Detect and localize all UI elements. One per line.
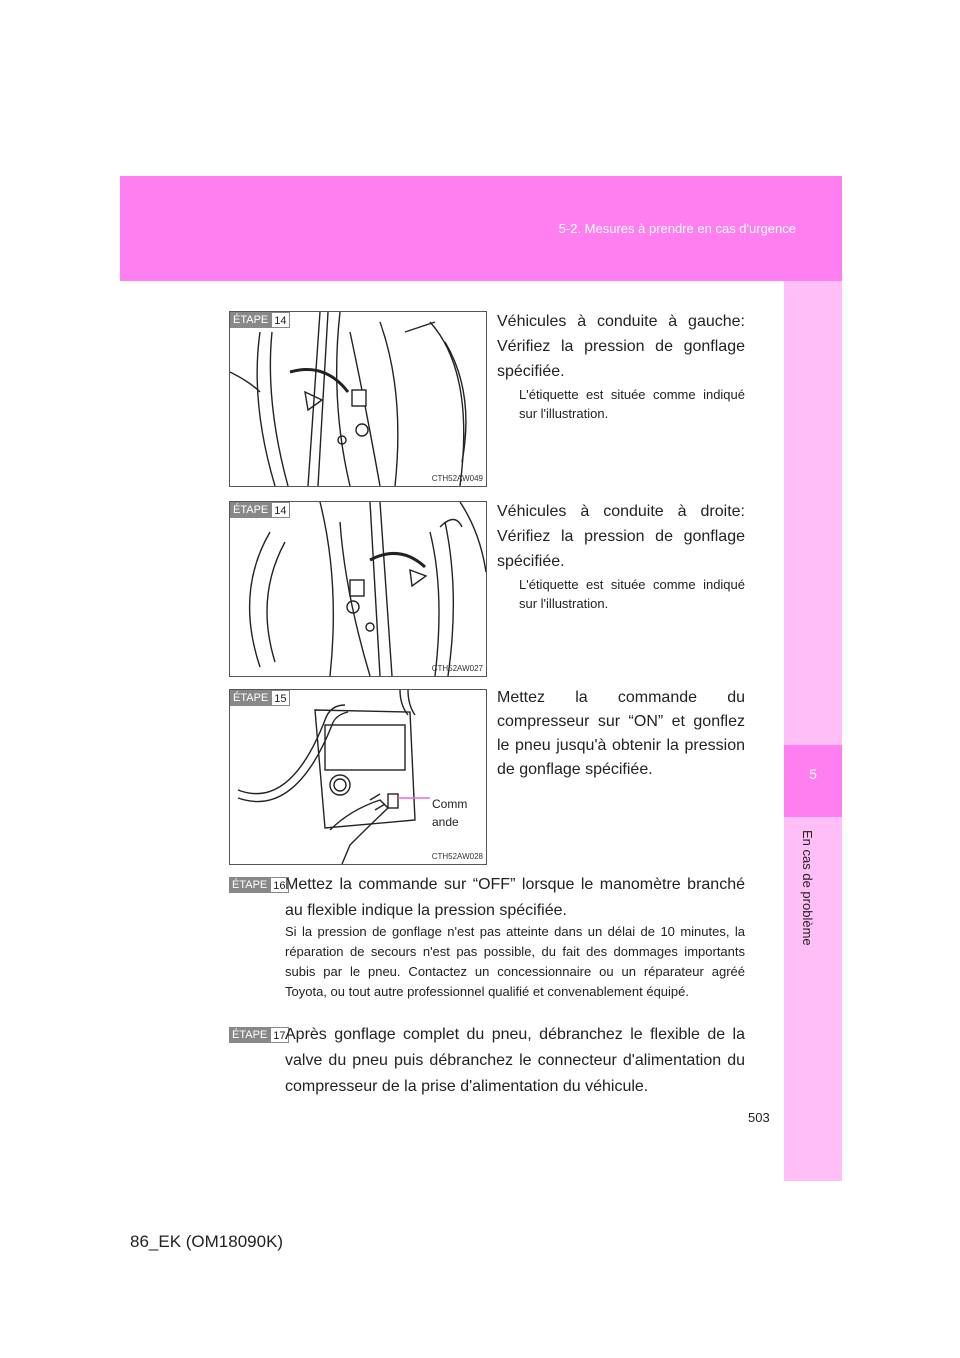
step-badge-number: 14 bbox=[271, 312, 289, 328]
figure-code: CTH52AW027 bbox=[431, 664, 483, 673]
step-badge-label: ÉTAPE bbox=[229, 1027, 270, 1043]
door-pillar-illustration bbox=[230, 502, 486, 676]
chapter-number: 5 bbox=[809, 766, 817, 782]
step-sub-text: Si la pression de gonflage n'est pas atteinte dans un délai de 10 minutes, la réparation de secours n'est pas possible, du fait des dommages importants subis par le pneu. Contactez un concessionnaire ou un réparateur agréé Toyota, ou tout autre professionnel qualifié et convenablement équipé. bbox=[285, 924, 745, 999]
figure-code: CTH52AW049 bbox=[431, 474, 483, 483]
step-badge bbox=[230, 312, 290, 328]
chapter-title: En cas de problème bbox=[800, 830, 815, 946]
step-badge-label: ÉTAPE bbox=[229, 877, 270, 893]
step-badge-label: ÉTAPE bbox=[230, 312, 271, 328]
compressor-illustration bbox=[230, 690, 486, 864]
step-main-text: Véhicules à conduite à droite: Vérifiez la pression de gonflage spécifiée. bbox=[497, 503, 745, 570]
step-badge-number: 14 bbox=[271, 502, 289, 518]
figure-compressor bbox=[229, 689, 487, 865]
step-badge-number: 15 bbox=[271, 690, 289, 706]
step-badge bbox=[230, 690, 290, 706]
header-band bbox=[120, 176, 842, 281]
figure-lhd-label bbox=[229, 311, 487, 487]
step-sub-text: L'étiquette est située comme indiqué sur l'illustration. bbox=[519, 387, 745, 421]
figure-code: CTH52AW028 bbox=[431, 852, 483, 861]
step-badge-label: ÉTAPE bbox=[230, 690, 271, 706]
page-number: 503 bbox=[748, 1110, 770, 1125]
callout-label-switch: Comm ande bbox=[432, 797, 468, 829]
step-badge-number: 16 bbox=[270, 877, 288, 893]
step-badge-number: 17 bbox=[270, 1027, 288, 1043]
step-badge bbox=[229, 877, 289, 893]
step-main-text: Après gonflage complet du pneu, débranchez le flexible de la valve du pneu puis débranchez le connecteur d'alimentation du compresseur de la prise d'alimentation du véhicule. bbox=[285, 1026, 745, 1095]
step-badge-label: ÉTAPE bbox=[230, 502, 271, 518]
step-main-text: Mettez la commande sur “OFF” lorsque le manomètre branché au flexible indique la pression spécifiée. bbox=[285, 876, 745, 919]
step-main-text: Mettez la commande du compresseur sur “ON” et gonflez le pneu jusqu'à obtenir la pression de gonflage spécifiée. bbox=[497, 689, 745, 778]
footer-code: 86_EK (OM18090K) bbox=[130, 1232, 284, 1251]
section-title: 5-2. Mesures à prendre en cas d'urgence bbox=[558, 221, 796, 236]
figure-rhd-label bbox=[229, 501, 487, 677]
door-pillar-illustration bbox=[230, 312, 486, 486]
step-badge bbox=[229, 1027, 289, 1043]
step-main-text: Véhicules à conduite à gauche: Vérifiez la pression de gonflage spécifiée. bbox=[497, 313, 745, 380]
step-sub-text: L'étiquette est située comme indiqué sur l'illustration. bbox=[519, 577, 745, 611]
step-badge bbox=[230, 502, 290, 518]
side-tab bbox=[784, 281, 842, 1181]
